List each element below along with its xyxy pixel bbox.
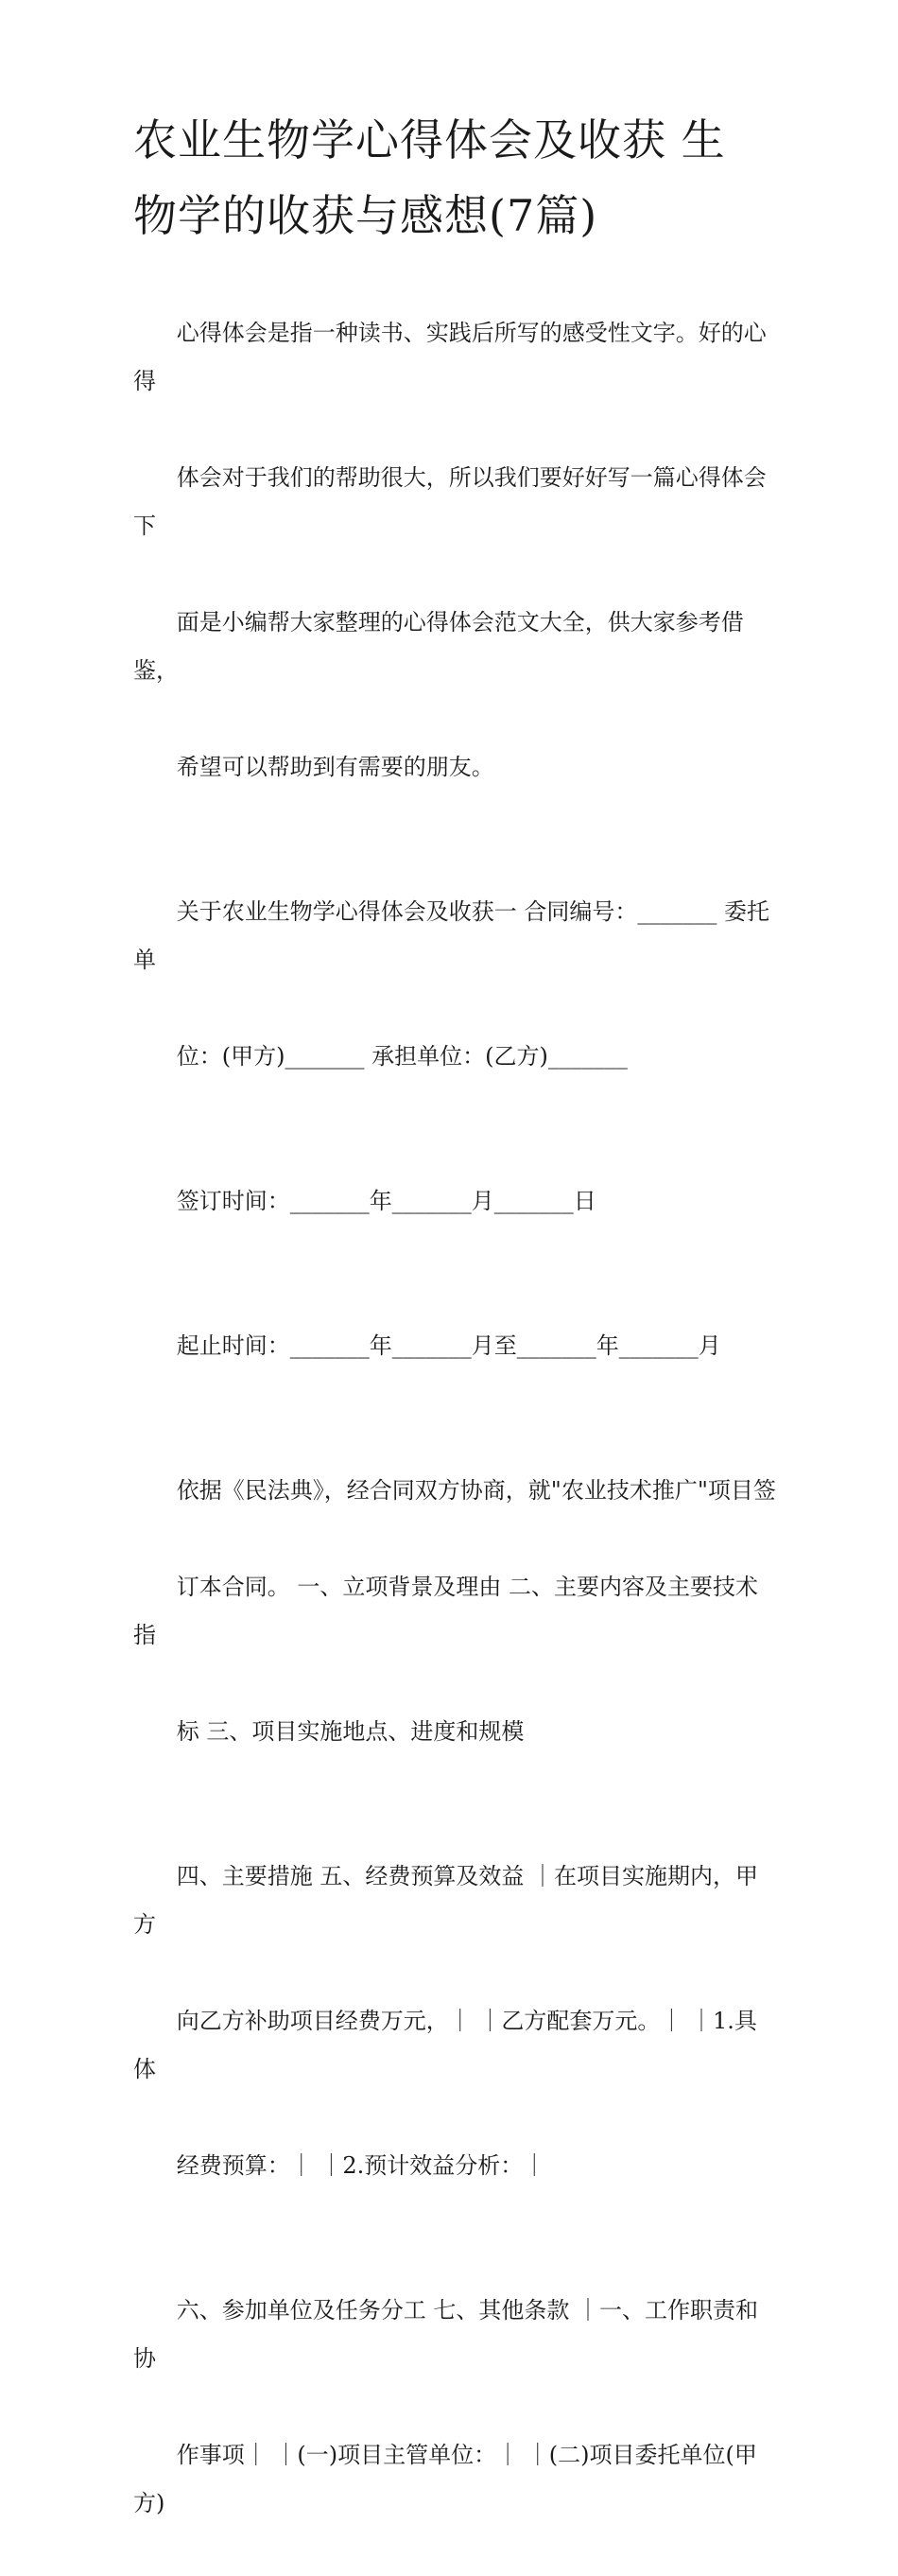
signing-date-paragraph: 签订时间：_______年_______月_______日	[176, 1188, 596, 1214]
document-body	[133, 261, 776, 2576]
document-title	[133, 112, 776, 244]
intro-paragraph: 心得体会是指一种读书、实践后所写的感受性文字。好的心得 体会对于我们的帮助很大，所以我们要好好写一篇心得体会下 面是小编帮大家整理的心得体会范文大全，供大家参考借鉴， 希望可以帮助到有需要的朋友。	[133, 320, 767, 780]
participants-paragraph: 六、参加单位及任务分工 七、其他条款 ｜一、工作职责和协 作事项｜ ｜(一)项目主管单位：｜ ｜(二)项目委托单位(甲方)	[133, 2297, 759, 2516]
title-line-1: 农业生物学心得体会及收获 生	[133, 114, 726, 165]
contract-header-paragraph: 关于农业生物学心得体会及收获一 合同编号：_______ 委托单 位：(甲方)_______ 承担单位：(乙方)_______	[133, 898, 770, 1070]
term-paragraph: 起止时间：_______年_______月至_______年_______月	[176, 1332, 721, 1359]
title-line-2: 物学的收获与感想(7篇)	[133, 190, 598, 241]
basis-paragraph: 依据《民法典》，经合同双方协商，就"农业技术推广"项目签 订本合同。 一、立项背景及理由 二、主要内容及主要技术指 标 三、项目实施地点、进度和规模	[133, 1477, 776, 1745]
measures-paragraph: 四、主要措施 五、经费预算及效益 ｜在项目实施期内，甲方 向乙方补助项目经费万元，｜ ｜乙方配套万元。｜ ｜1.具体 经费预算：｜ ｜2.预计效益分析：｜	[133, 1863, 759, 2179]
